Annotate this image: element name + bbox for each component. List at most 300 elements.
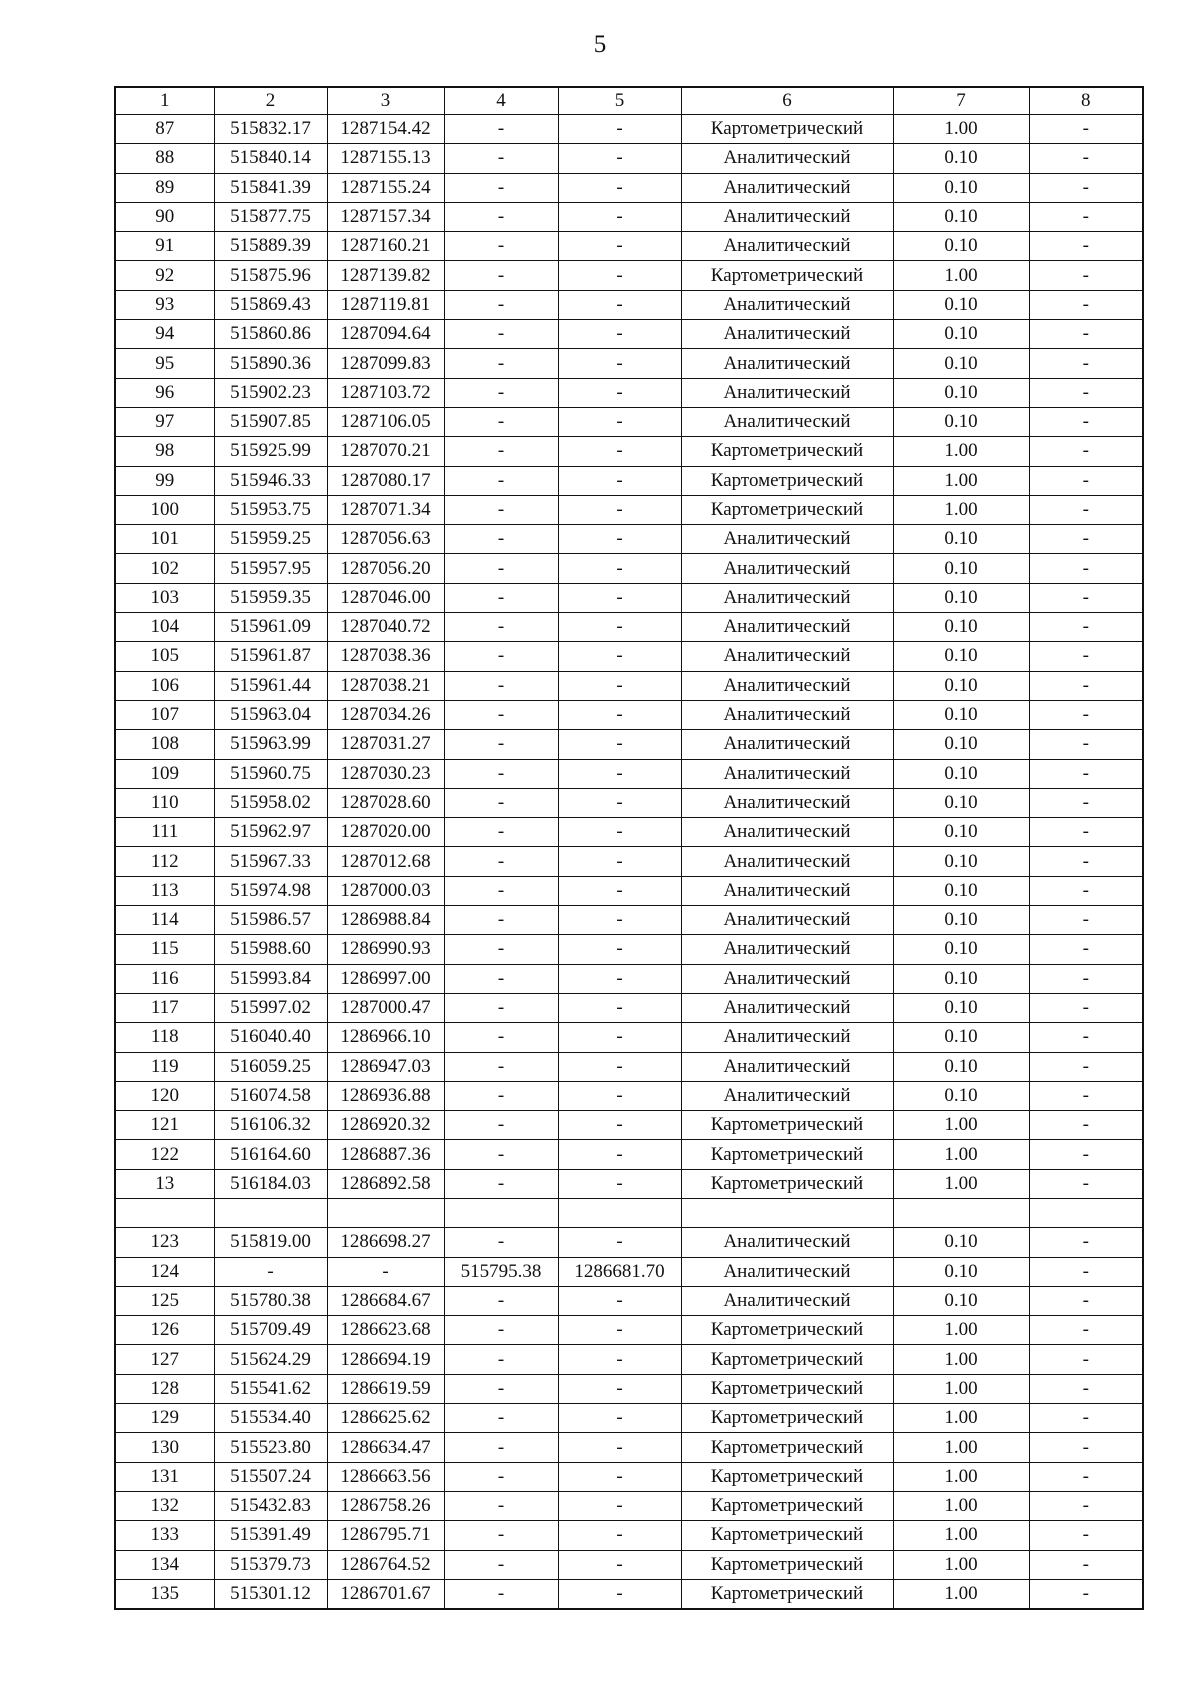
table-cell: -	[1029, 935, 1143, 964]
table-cell: Аналитический	[681, 642, 893, 671]
table-cell: 1286764.52	[327, 1550, 444, 1579]
table-row	[115, 378, 1143, 407]
table-row	[115, 1491, 1143, 1520]
table-cell: 515832.17	[214, 115, 327, 144]
table-cell: 515780.38	[214, 1286, 327, 1315]
column-header: 5	[558, 87, 681, 115]
table-cell: 0.10	[893, 700, 1029, 729]
table-row	[115, 1169, 1143, 1198]
table-cell: 1286663.56	[327, 1462, 444, 1491]
table-row	[115, 1111, 1143, 1140]
table-cell: 105	[115, 642, 214, 671]
table-cell: -	[558, 1169, 681, 1198]
table-cell: Картометрический	[681, 1433, 893, 1462]
table-cell: 1286887.36	[327, 1140, 444, 1169]
table-cell: 1287106.05	[327, 407, 444, 436]
table-cell: -	[1029, 1169, 1143, 1198]
table-row	[115, 788, 1143, 817]
table-cell: 1.00	[893, 1579, 1029, 1609]
table-cell: 515962.97	[214, 818, 327, 847]
table-cell: -	[327, 1257, 444, 1286]
table-cell: 1287094.64	[327, 320, 444, 349]
table-cell: 515961.09	[214, 613, 327, 642]
table-row	[115, 173, 1143, 202]
table-cell: Картометрический	[681, 261, 893, 290]
table-cell: 1286990.93	[327, 935, 444, 964]
table-cell: Аналитический	[681, 759, 893, 788]
table-row	[115, 1316, 1143, 1345]
table-cell: 1286936.88	[327, 1081, 444, 1110]
table-cell: Аналитический	[681, 1257, 893, 1286]
table-cell: Аналитический	[681, 700, 893, 729]
table-cell: -	[444, 583, 558, 612]
table-cell: 124	[115, 1257, 214, 1286]
table-cell: -	[444, 378, 558, 407]
table-cell: -	[1029, 671, 1143, 700]
table-cell: 515841.39	[214, 173, 327, 202]
table-cell: -	[1029, 818, 1143, 847]
table-cell: Аналитический	[681, 1052, 893, 1081]
table-cell: 1287154.42	[327, 115, 444, 144]
table-cell: 515961.87	[214, 642, 327, 671]
page-number: 5	[593, 31, 607, 58]
table-cell: -	[558, 320, 681, 349]
table-row	[115, 1023, 1143, 1052]
table-row	[115, 993, 1143, 1022]
table-cell: Картометрический	[681, 1404, 893, 1433]
table-cell: -	[558, 1111, 681, 1140]
table-cell: Картометрический	[681, 1169, 893, 1198]
table-cell: 515301.12	[214, 1579, 327, 1609]
table-cell: Картометрический	[681, 466, 893, 495]
table-cell: 120	[115, 1081, 214, 1110]
table-cell: 131	[115, 1462, 214, 1491]
table-cell: -	[444, 1462, 558, 1491]
table-row	[115, 466, 1143, 495]
table-cell: Аналитический	[681, 906, 893, 935]
table-cell: 515819.00	[214, 1228, 327, 1257]
table-cell: -	[444, 964, 558, 993]
table-cell: 1287031.27	[327, 730, 444, 759]
table-cell: 103	[115, 583, 214, 612]
coordinates-table	[114, 86, 1144, 1610]
table-header-row	[115, 87, 1143, 115]
table-cell: 1286758.26	[327, 1491, 444, 1520]
column-header: 2	[214, 87, 327, 115]
table-cell: -	[444, 144, 558, 173]
table-cell: -	[558, 1052, 681, 1081]
table-row	[115, 583, 1143, 612]
table-cell: 1.00	[893, 466, 1029, 495]
table-cell: -	[558, 202, 681, 231]
table-row	[115, 730, 1143, 759]
table-cell: -	[1029, 290, 1143, 319]
table-cell: Картометрический	[681, 1491, 893, 1520]
table-cell: -	[1029, 320, 1143, 349]
table-cell: 0.10	[893, 613, 1029, 642]
table-cell: -	[444, 613, 558, 642]
table-cell: -	[558, 437, 681, 466]
table-cell: 515869.43	[214, 290, 327, 319]
table-cell: -	[558, 144, 681, 173]
table-cell: -	[558, 671, 681, 700]
table-cell: -	[558, 1404, 681, 1433]
table-cell: 117	[115, 993, 214, 1022]
table-cell: 515432.83	[214, 1491, 327, 1520]
table-cell: Аналитический	[681, 525, 893, 554]
table-cell: 0.10	[893, 232, 1029, 261]
table-cell: 515709.49	[214, 1316, 327, 1345]
table-cell: 119	[115, 1052, 214, 1081]
table-cell: Картометрический	[681, 1374, 893, 1403]
table-cell: 1.00	[893, 1404, 1029, 1433]
table-cell: 1.00	[893, 1374, 1029, 1403]
table-cell: Аналитический	[681, 554, 893, 583]
table-cell: -	[558, 1023, 681, 1052]
table-cell: Аналитический	[681, 378, 893, 407]
table-row	[115, 613, 1143, 642]
table-cell: 1287046.00	[327, 583, 444, 612]
table-cell: -	[444, 466, 558, 495]
table-row	[115, 144, 1143, 173]
table-cell: -	[558, 1462, 681, 1491]
table-cell: 128	[115, 1374, 214, 1403]
table-cell: -	[444, 1374, 558, 1403]
table-cell: 112	[115, 847, 214, 876]
table-cell: -	[1029, 1081, 1143, 1110]
table-cell: -	[1029, 847, 1143, 876]
table-cell: 1286619.59	[327, 1374, 444, 1403]
table-row	[115, 437, 1143, 466]
table-cell: Аналитический	[681, 349, 893, 378]
table-cell: 515507.24	[214, 1462, 327, 1491]
table-cell: -	[558, 642, 681, 671]
table-cell: 92	[115, 261, 214, 290]
table-cell: 127	[115, 1345, 214, 1374]
table-cell: 1.00	[893, 1345, 1029, 1374]
table-row	[115, 1286, 1143, 1315]
table-cell: 0.10	[893, 173, 1029, 202]
table-cell: 126	[115, 1316, 214, 1345]
table-cell: -	[444, 1491, 558, 1520]
table-cell: Картометрический	[681, 1521, 893, 1550]
table-cell: 132	[115, 1491, 214, 1520]
table-cell: 1287103.72	[327, 378, 444, 407]
table-row	[115, 964, 1143, 993]
table-cell: 1.00	[893, 1111, 1029, 1140]
table-cell: 87	[115, 115, 214, 144]
table-row	[115, 1228, 1143, 1257]
table-cell: 0.10	[893, 290, 1029, 319]
table-cell: 0.10	[893, 642, 1029, 671]
table-cell: 515993.84	[214, 964, 327, 993]
table-cell: 0.10	[893, 1052, 1029, 1081]
table-cell: 1287056.63	[327, 525, 444, 554]
table-cell: -	[558, 1374, 681, 1403]
table-cell: -	[1029, 525, 1143, 554]
table-cell: 1287080.17	[327, 466, 444, 495]
table-cell: Аналитический	[681, 407, 893, 436]
table-cell: 0.10	[893, 730, 1029, 759]
table-cell: -	[444, 1286, 558, 1315]
table-row	[115, 1433, 1143, 1462]
table-cell: -	[1029, 144, 1143, 173]
table-cell: -	[444, 1521, 558, 1550]
table-cell: 0.10	[893, 759, 1029, 788]
table-cell: 515974.98	[214, 876, 327, 905]
table-cell: -	[444, 261, 558, 290]
table-cell	[327, 1198, 444, 1227]
table-cell: 1287070.21	[327, 437, 444, 466]
table-cell: -	[558, 1579, 681, 1609]
table-cell	[214, 1198, 327, 1227]
table-cell: 515957.95	[214, 554, 327, 583]
table-cell: Аналитический	[681, 730, 893, 759]
table-cell: 97	[115, 407, 214, 436]
table-cell: -	[1029, 759, 1143, 788]
table-cell: -	[558, 261, 681, 290]
table-cell: 1286623.68	[327, 1316, 444, 1345]
table-cell: 1286701.67	[327, 1579, 444, 1609]
table-cell	[444, 1198, 558, 1227]
table-cell: 515907.85	[214, 407, 327, 436]
table-cell: -	[558, 407, 681, 436]
table-cell: 1287000.03	[327, 876, 444, 905]
table-cell: -	[444, 407, 558, 436]
table-cell: 1.00	[893, 1169, 1029, 1198]
table-cell: 0.10	[893, 964, 1029, 993]
table-cell: 1.00	[893, 1316, 1029, 1345]
table-cell: -	[1029, 583, 1143, 612]
table-cell: -	[558, 1140, 681, 1169]
column-header: 4	[444, 87, 558, 115]
table-cell: -	[1029, 1462, 1143, 1491]
table-cell: 134	[115, 1550, 214, 1579]
table-cell: 1287155.24	[327, 173, 444, 202]
table-row	[115, 290, 1143, 319]
table-row	[115, 202, 1143, 231]
table-row	[115, 876, 1143, 905]
table-row	[115, 700, 1143, 729]
table-cell	[1029, 1198, 1143, 1227]
table-cell: 1287020.00	[327, 818, 444, 847]
table-cell: -	[444, 993, 558, 1022]
table-row	[115, 671, 1143, 700]
table-cell: -	[1029, 993, 1143, 1022]
table-cell: Аналитический	[681, 290, 893, 319]
table-cell: 515961.44	[214, 671, 327, 700]
table-cell: 516164.60	[214, 1140, 327, 1169]
table-cell: Аналитический	[681, 847, 893, 876]
table-cell: 1.00	[893, 1433, 1029, 1462]
table-cell: 90	[115, 202, 214, 231]
table-cell: 1286892.58	[327, 1169, 444, 1198]
table-cell: -	[1029, 1374, 1143, 1403]
table-cell: 515946.33	[214, 466, 327, 495]
table-cell: -	[558, 1228, 681, 1257]
table-cell: Картометрический	[681, 495, 893, 524]
table-cell: 0.10	[893, 378, 1029, 407]
table-cell: 0.10	[893, 320, 1029, 349]
table-cell: Картометрический	[681, 1345, 893, 1374]
table-cell: 1287038.21	[327, 671, 444, 700]
table-row	[115, 1052, 1143, 1081]
table-cell: 108	[115, 730, 214, 759]
table-cell: 116	[115, 964, 214, 993]
table-cell: -	[1029, 1491, 1143, 1520]
table-row	[115, 1374, 1143, 1403]
table-cell: -	[1029, 115, 1143, 144]
table-cell: 0.10	[893, 1228, 1029, 1257]
table-cell: -	[1029, 876, 1143, 905]
table-cell: -	[444, 1579, 558, 1609]
table-cell: -	[444, 115, 558, 144]
table-row	[115, 349, 1143, 378]
table-cell: -	[558, 554, 681, 583]
table-cell: 109	[115, 759, 214, 788]
table-cell: Аналитический	[681, 320, 893, 349]
table-cell: -	[1029, 466, 1143, 495]
table-cell: 0.10	[893, 671, 1029, 700]
table-cell: -	[444, 700, 558, 729]
table-cell: -	[558, 378, 681, 407]
table-cell: -	[1029, 1404, 1143, 1433]
table-cell: Аналитический	[681, 613, 893, 642]
table-cell: -	[1029, 1052, 1143, 1081]
column-header: 6	[681, 87, 893, 115]
table-cell: 121	[115, 1111, 214, 1140]
table-cell: 1287040.72	[327, 613, 444, 642]
table-cell: 515624.29	[214, 1345, 327, 1374]
table-cell: -	[444, 1404, 558, 1433]
table-cell: -	[1029, 232, 1143, 261]
table-cell: 1287038.36	[327, 642, 444, 671]
table-cell: 1287155.13	[327, 144, 444, 173]
table-cell: 515889.39	[214, 232, 327, 261]
table-cell: 107	[115, 700, 214, 729]
table-cell: -	[558, 173, 681, 202]
table-cell: -	[1029, 495, 1143, 524]
table-cell: -	[558, 759, 681, 788]
table-row	[115, 847, 1143, 876]
table-cell: 113	[115, 876, 214, 905]
table-cell: Картометрический	[681, 1550, 893, 1579]
table-row	[115, 1521, 1143, 1550]
table-cell: 515534.40	[214, 1404, 327, 1433]
table-cell: 1286681.70	[558, 1257, 681, 1286]
table-cell: -	[1029, 1023, 1143, 1052]
table-cell: 1.00	[893, 495, 1029, 524]
table-cell: 1287012.68	[327, 847, 444, 876]
table-cell: 0.10	[893, 407, 1029, 436]
table-cell: -	[558, 232, 681, 261]
table-cell: 515523.80	[214, 1433, 327, 1462]
table-row	[115, 1404, 1143, 1433]
table-cell: -	[1029, 1579, 1143, 1609]
table-row	[115, 1081, 1143, 1110]
table-cell: -	[444, 554, 558, 583]
table-cell: 515963.99	[214, 730, 327, 759]
table-cell: -	[444, 525, 558, 554]
table-cell: 515960.75	[214, 759, 327, 788]
table-cell: 1286966.10	[327, 1023, 444, 1052]
table-cell	[558, 1198, 681, 1227]
table-cell: 0.10	[893, 144, 1029, 173]
table-cell: 515379.73	[214, 1550, 327, 1579]
table-cell: 1287071.34	[327, 495, 444, 524]
table-cell: -	[558, 1316, 681, 1345]
table-cell: -	[1029, 1140, 1143, 1169]
table-cell: 1287160.21	[327, 232, 444, 261]
table-cell: -	[1029, 1433, 1143, 1462]
table-cell: -	[558, 1550, 681, 1579]
table-cell: 102	[115, 554, 214, 583]
table-row	[115, 1140, 1143, 1169]
table-cell: -	[444, 935, 558, 964]
table-cell: 515541.62	[214, 1374, 327, 1403]
table-cell: 94	[115, 320, 214, 349]
table-cell: -	[558, 349, 681, 378]
table-cell: -	[444, 671, 558, 700]
table-row	[115, 320, 1143, 349]
table-cell: 106	[115, 671, 214, 700]
table-row	[115, 232, 1143, 261]
table-cell: 515877.75	[214, 202, 327, 231]
table-cell: -	[444, 232, 558, 261]
table-cell: -	[1029, 407, 1143, 436]
table-cell: -	[444, 349, 558, 378]
table-cell: -	[444, 1052, 558, 1081]
table-cell: Аналитический	[681, 876, 893, 905]
table-cell: -	[558, 700, 681, 729]
table-cell: 0.10	[893, 993, 1029, 1022]
table-cell: 115	[115, 935, 214, 964]
table-cell: -	[444, 1433, 558, 1462]
table-cell: Аналитический	[681, 964, 893, 993]
table-cell: 516106.32	[214, 1111, 327, 1140]
table-cell: -	[1029, 1316, 1143, 1345]
table-cell: -	[1029, 261, 1143, 290]
table-cell: Аналитический	[681, 1228, 893, 1257]
table-cell: -	[444, 173, 558, 202]
table-cell: Картометрический	[681, 1316, 893, 1345]
table-cell: 1287119.81	[327, 290, 444, 319]
table-cell: 0.10	[893, 583, 1029, 612]
table-cell: 515959.25	[214, 525, 327, 554]
table-cell: 133	[115, 1521, 214, 1550]
table-cell: -	[558, 466, 681, 495]
table-cell: 0.10	[893, 1257, 1029, 1286]
table-cell: -	[444, 906, 558, 935]
table-cell: 95	[115, 349, 214, 378]
table-cell: -	[444, 1169, 558, 1198]
table-cell: 1287030.23	[327, 759, 444, 788]
table-cell: -	[558, 583, 681, 612]
table-cell: -	[558, 906, 681, 935]
table-body	[115, 115, 1143, 1610]
table-cell	[893, 1198, 1029, 1227]
table-cell: -	[558, 730, 681, 759]
table-cell: -	[444, 642, 558, 671]
table-cell: 1287034.26	[327, 700, 444, 729]
table-row	[115, 1579, 1143, 1609]
table-cell: 0.10	[893, 906, 1029, 935]
table-row	[115, 1257, 1143, 1286]
table-cell: 125	[115, 1286, 214, 1315]
table-cell: 516040.40	[214, 1023, 327, 1052]
table-cell: -	[444, 1316, 558, 1345]
table-cell: -	[1029, 1550, 1143, 1579]
